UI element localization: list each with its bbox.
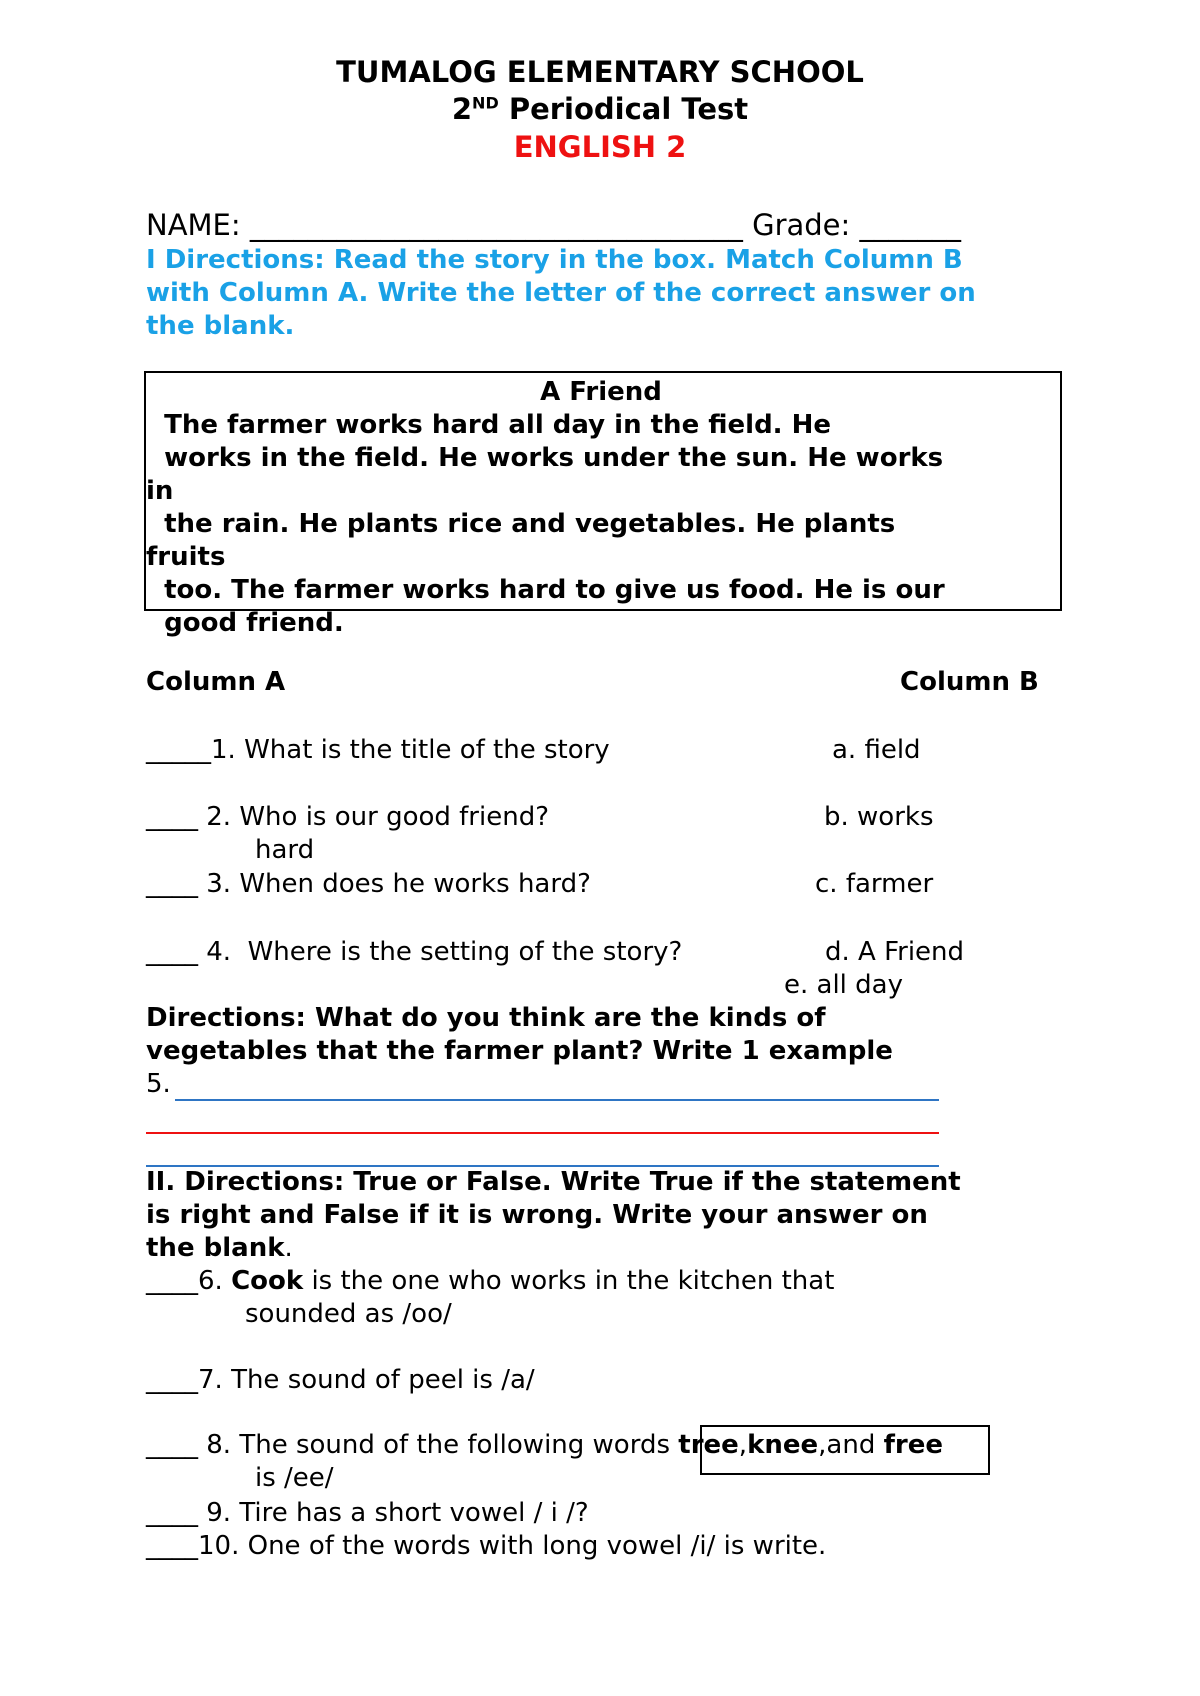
- question-9: ____ 9. Tire has a short vowel / i /?: [146, 1498, 589, 1528]
- test-label: Periodical Test: [508, 92, 749, 126]
- choice-e: e. all day: [784, 970, 903, 1000]
- word-knee: knee: [747, 1430, 819, 1460]
- story-title: A Friend: [540, 377, 662, 407]
- part1-directions-line1: I Directions: Read the story in the box. Match Column B: [146, 245, 963, 275]
- answer-blank[interactable]: ____: [146, 937, 198, 967]
- answer-blank[interactable]: _____: [146, 735, 211, 765]
- school-name: TUMALOG ELEMENTARY SCHOOL: [336, 55, 864, 89]
- directions-text: the blank: [146, 1233, 285, 1263]
- question-text: 3. When does he works hard?: [198, 869, 591, 899]
- story-line: fruits: [146, 542, 226, 572]
- story-line: too. The farmer works hard to give us food. He is our: [146, 575, 945, 605]
- test-superscript: ND: [472, 93, 499, 113]
- directions2-line1: Directions: What do you think are the kinds of: [146, 1003, 826, 1033]
- question-6: [146, 1266, 834, 1296]
- question-8-continued: is /ee/: [255, 1463, 334, 1493]
- question-text: is the one who works in the kitchen that: [303, 1266, 835, 1296]
- answer-blank[interactable]: ____: [146, 802, 198, 832]
- subject-title: ENGLISH 2: [513, 130, 687, 164]
- column-a-heading: Column A: [146, 667, 286, 697]
- directions-period: .: [284, 1233, 293, 1263]
- part1-directions-line2: with Column A. Write the letter of the correct answer on: [146, 278, 976, 308]
- answer-blank[interactable]: ____: [146, 869, 198, 899]
- story-line: the rain. He plants rice and vegetables. He plants: [146, 509, 896, 539]
- question-text: 1. What is the title of the story: [211, 735, 610, 765]
- question-text: 2. Who is our good friend?: [198, 802, 549, 832]
- question-10: ____10. One of the words with long vowel /i/ is write.: [146, 1531, 827, 1561]
- question-3: [146, 869, 591, 899]
- directions2-line2: vegetables that the farmer plant? Write 1 example: [146, 1036, 893, 1066]
- name-row: [146, 208, 961, 242]
- story-line: good friend.: [146, 608, 344, 638]
- part2-directions-line1: II. Directions: True or False. Write True if the statement: [146, 1167, 961, 1197]
- choice-d: d. A Friend: [825, 937, 965, 967]
- question-7: ____7. The sound of peel is /a/: [146, 1365, 535, 1395]
- question-number: 6.: [198, 1266, 232, 1296]
- question-4: [146, 937, 682, 967]
- question-2: [146, 802, 549, 832]
- part2-directions-line3: [146, 1233, 293, 1263]
- name-label: NAME:: [146, 208, 241, 242]
- story-line: works in the field. He works under the sun. He works: [146, 443, 944, 473]
- comma: ,: [738, 1430, 748, 1460]
- grade-blank[interactable]: _______: [859, 208, 961, 242]
- answer-line-red[interactable]: [146, 1132, 939, 1134]
- word-tree: tree: [678, 1430, 739, 1460]
- column-b-heading: Column B: [900, 667, 1039, 697]
- name-blank[interactable]: __________________________________: [249, 208, 743, 242]
- question-text: 4. Where is the setting of the story?: [198, 937, 683, 967]
- answer-blank[interactable]: ____: [146, 1430, 198, 1460]
- question-text: 8. The sound of the following words: [198, 1430, 679, 1460]
- choice-a: a. field: [832, 735, 921, 765]
- question-6-continued: sounded as /oo/: [245, 1299, 452, 1329]
- test-number: 2: [451, 92, 473, 126]
- question-8: [146, 1430, 943, 1460]
- story-line: in: [146, 476, 174, 506]
- word-free: free: [883, 1430, 943, 1460]
- story-line: The farmer works hard all day in the field. He: [146, 410, 832, 440]
- grade-label: Grade:: [752, 208, 851, 242]
- choice-b: b. works: [824, 802, 934, 832]
- choice-c: c. farmer: [815, 869, 934, 899]
- conjunction: ,and: [818, 1430, 884, 1460]
- question-1: [146, 735, 610, 765]
- keyword-cook: Cook: [231, 1266, 304, 1296]
- answer-line-blue[interactable]: [175, 1099, 939, 1101]
- part1-directions-line3: the blank.: [146, 311, 295, 341]
- answer-blank[interactable]: ____: [146, 1266, 198, 1296]
- item-5-label: 5.: [146, 1069, 171, 1099]
- test-title: [0, 92, 1200, 126]
- part2-directions-line2: is right and False if it is wrong. Write your answer on: [146, 1200, 928, 1230]
- choice-b-continued: hard: [255, 835, 315, 865]
